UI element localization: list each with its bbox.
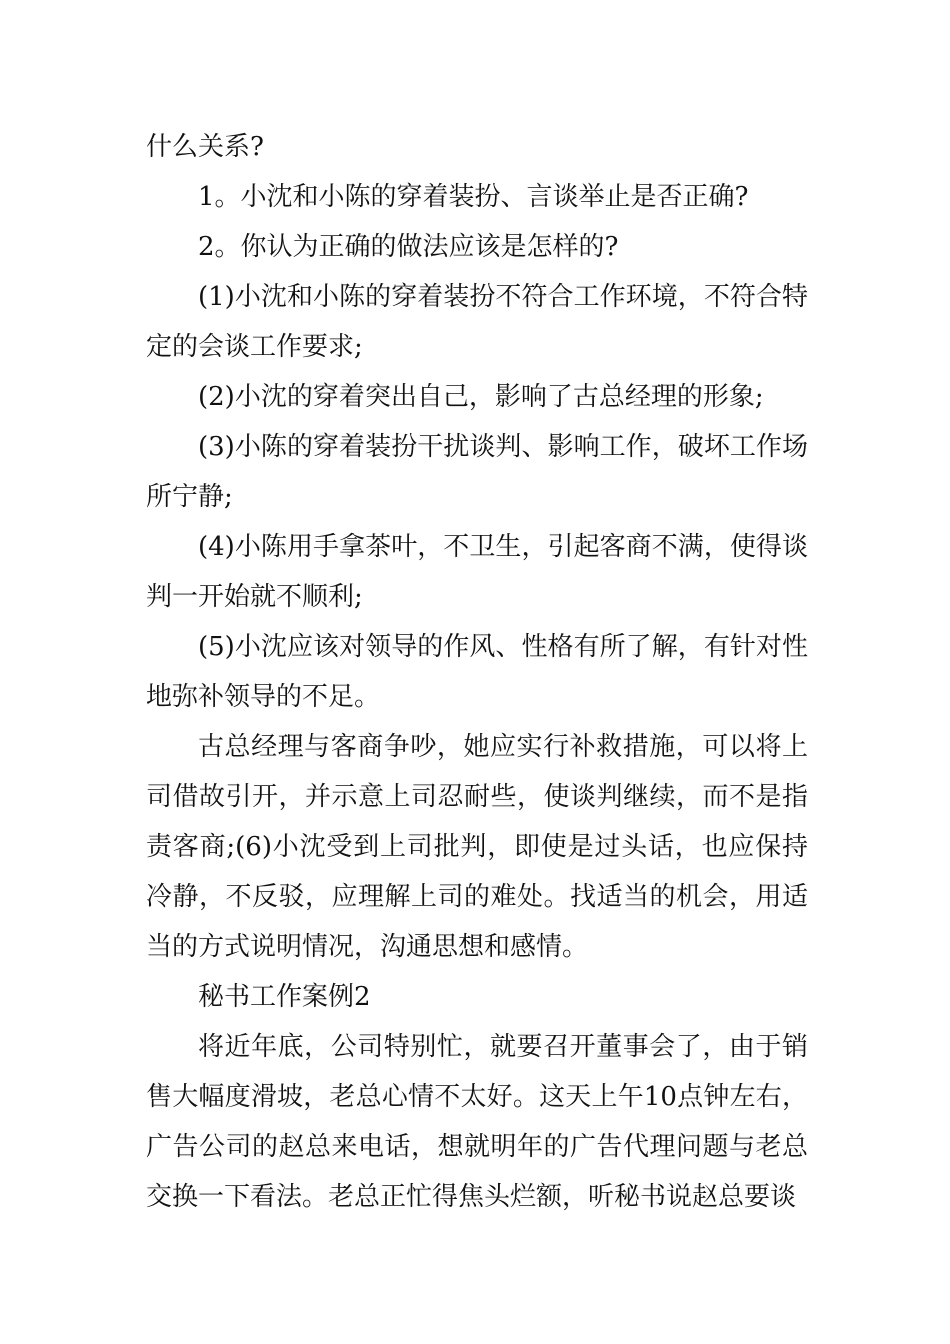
answer-item-4: (4)小陈用手拿茶叶，不卫生，引起客商不满，使得谈判一开始就不顺利;	[146, 532, 808, 612]
answer-paragraph-6: 古总经理与客商争吵，她应实行补救措施，可以将上司借故引开，并示意上司忍耐些，使谈判继续，而不是指责客商;(6)小沈受到上司批判，即使是过头话，也应保持冷静，不反驳，应理解上司的难处。找适当的机会，用适当的方式说明情况，沟通思想和感情。	[146, 732, 808, 962]
answer-item-2: (2)小沈的穿着突出自己，影响了古总经理的形象;	[198, 382, 764, 412]
answer-item-5: (5)小沈应该对领导的作风、性格有所了解，有针对性地弥补领导的不足。	[146, 632, 808, 712]
case-2-paragraph: 将近年底，公司特别忙，就要召开董事会了，由于销售大幅度滑坡，老总心情不太好。这天上午10点钟左右，广告公司的赵总来电话，想就明年的广告代理问题与老总交换一下看法。老总正忙得焦头烂额，听秘书说赵总要谈	[146, 1032, 808, 1212]
document-body	[146, 122, 808, 1222]
section-heading-case-2: 秘书工作案例2	[198, 982, 371, 1012]
paragraph-continuation: 什么关系?	[146, 132, 264, 162]
answer-item-3: (3)小陈的穿着装扮干扰谈判、影响工作，破坏工作场所宁静;	[146, 432, 808, 512]
answer-item-1: (1)小沈和小陈的穿着装扮不符合工作环境，不符合特定的会谈工作要求;	[146, 282, 808, 362]
question-2: 2。你认为正确的做法应该是怎样的?	[198, 232, 619, 262]
question-1: 1。小沈和小陈的穿着装扮、言谈举止是否正确?	[198, 182, 749, 212]
